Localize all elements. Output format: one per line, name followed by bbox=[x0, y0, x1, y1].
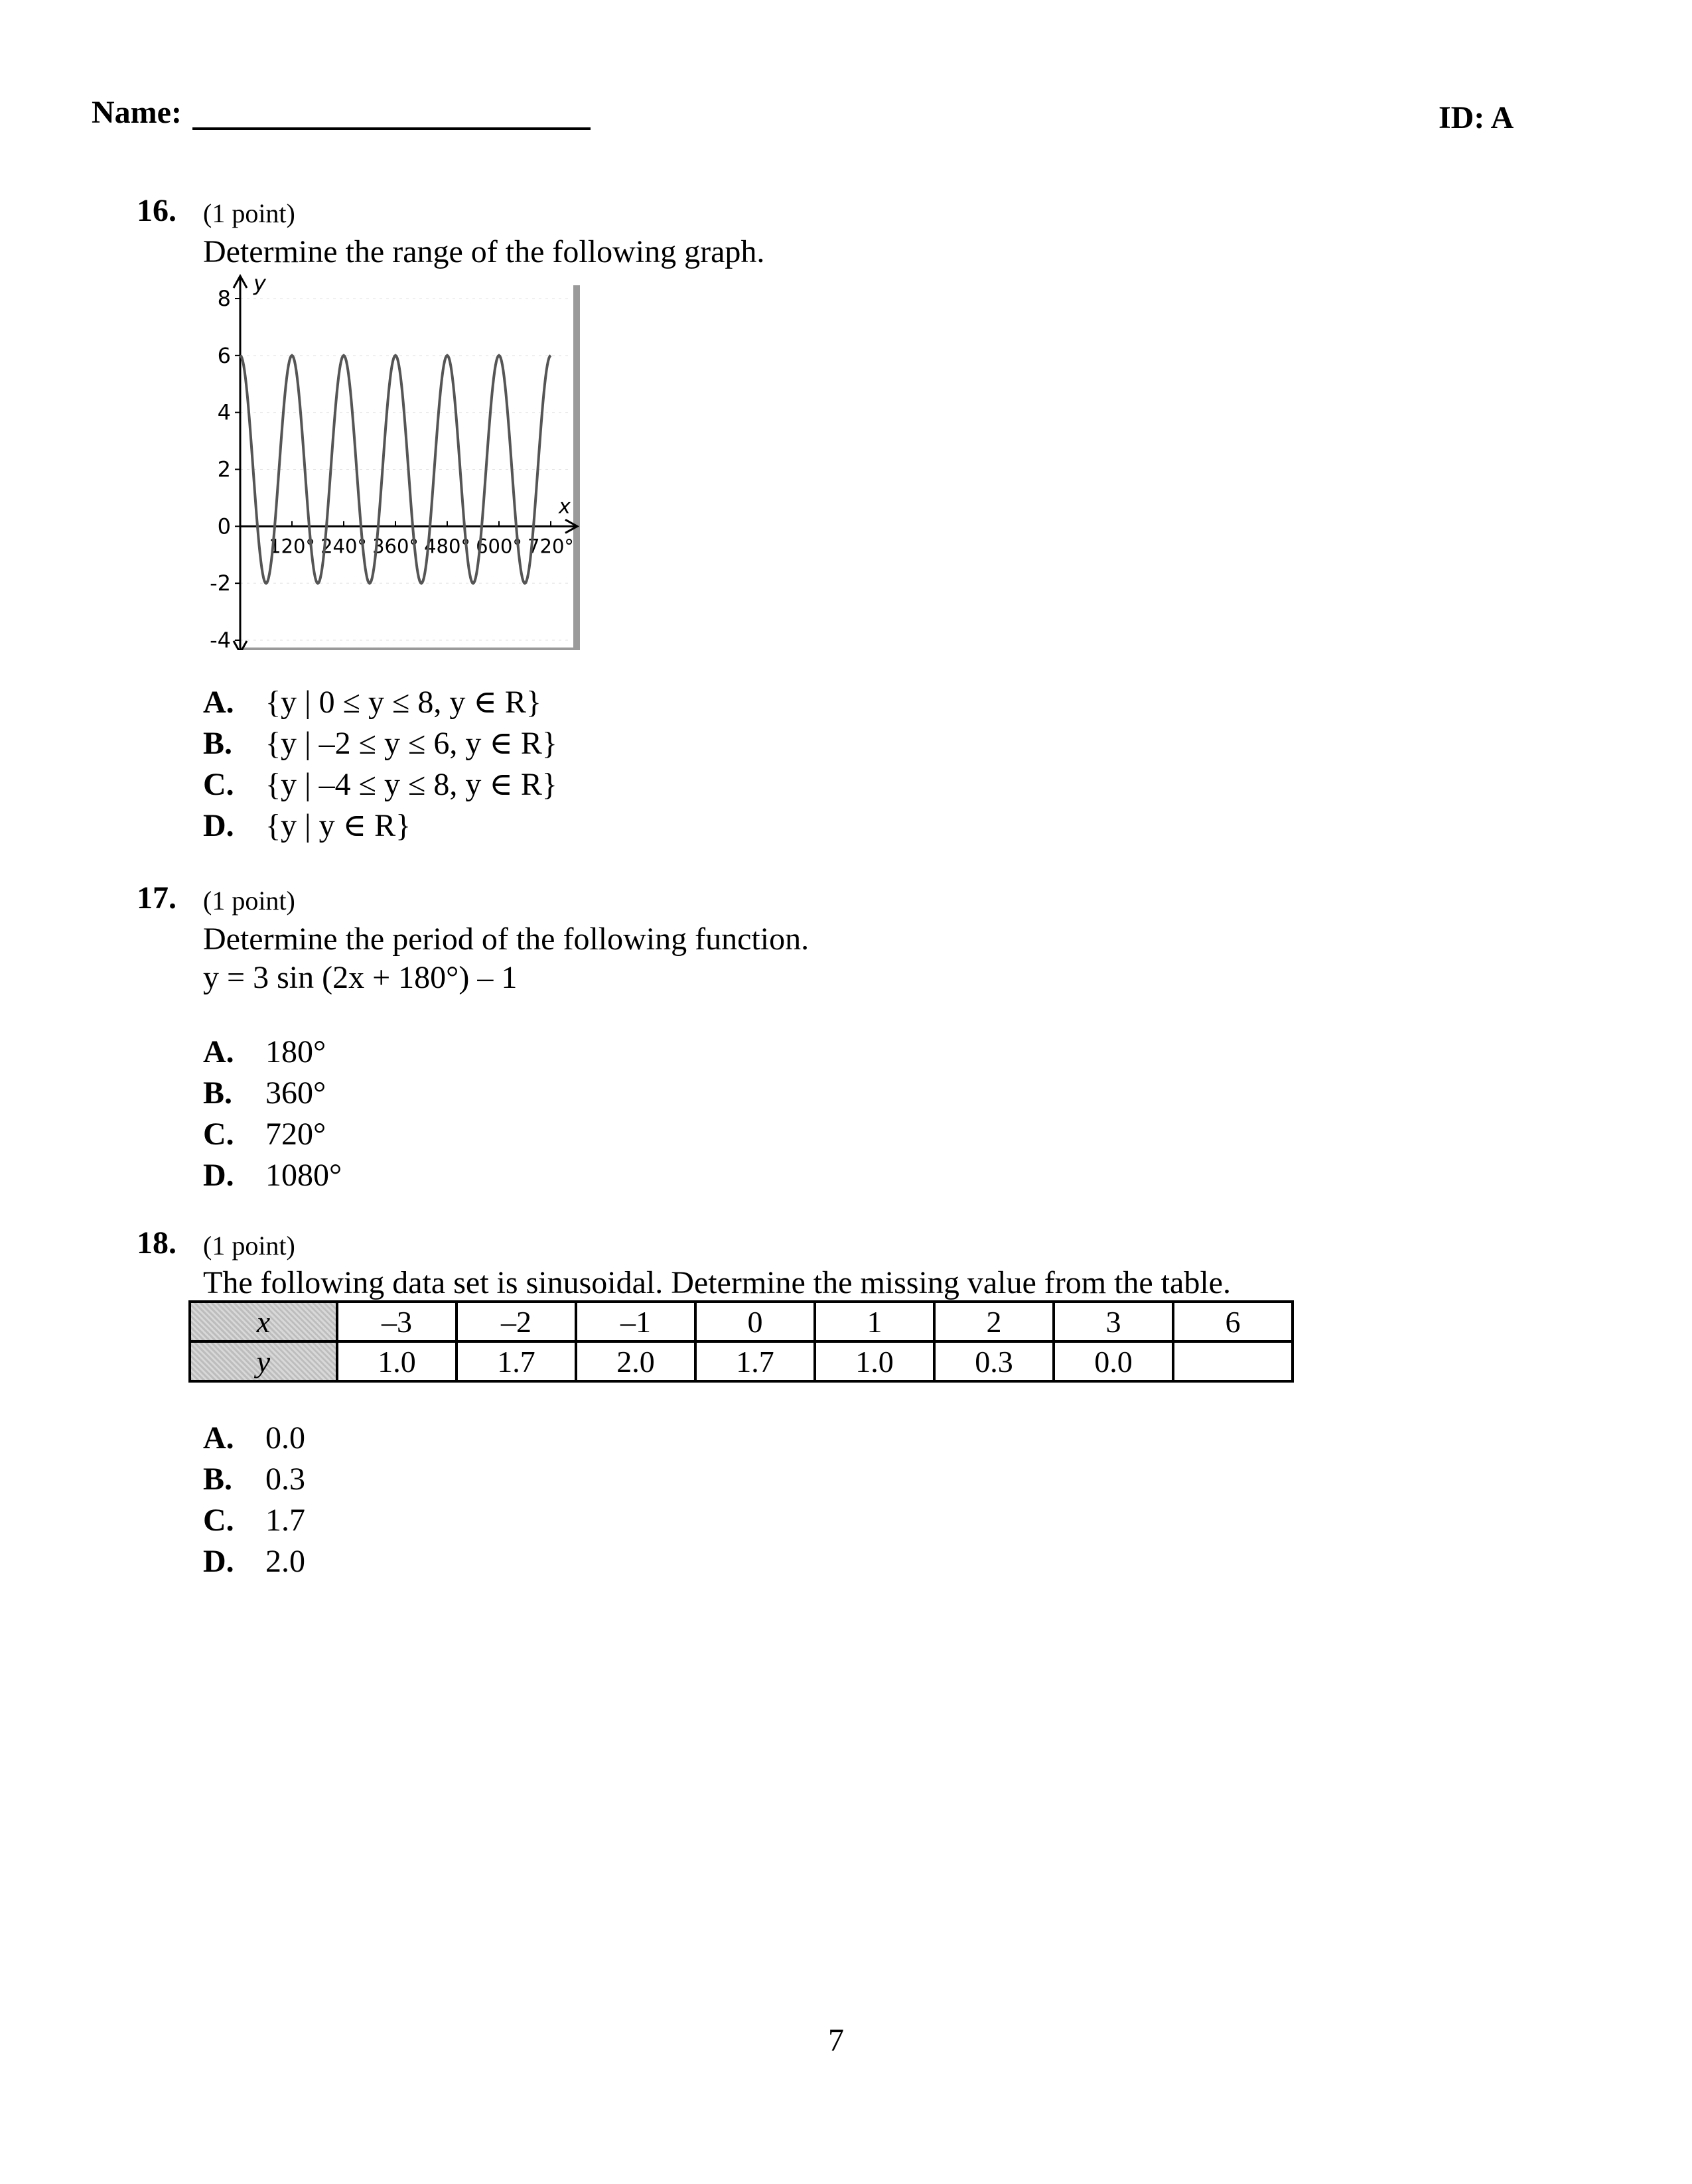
x-tick-label: 720° bbox=[528, 535, 574, 558]
q18-choice-d[interactable]: D. 2.0 bbox=[203, 1544, 305, 1579]
y-tick-label: 0 bbox=[217, 513, 231, 539]
q17-choice-b[interactable]: B. 360° bbox=[203, 1075, 326, 1111]
q17-choice-d[interactable]: D. 1080° bbox=[203, 1158, 342, 1193]
table-cell: 0.0 bbox=[1054, 1341, 1173, 1381]
question-17-number: 17. bbox=[137, 880, 176, 916]
data-table bbox=[188, 1300, 1294, 1383]
name-line[interactable] bbox=[192, 127, 591, 130]
id-label: ID: A bbox=[1439, 100, 1514, 135]
question-16-points: (1 point) bbox=[203, 198, 295, 228]
x-tick-label: 480° bbox=[424, 535, 470, 558]
q18-choice-c[interactable]: C. 1.7 bbox=[203, 1503, 305, 1538]
q17-choice-c[interactable]: C. 720° bbox=[203, 1117, 326, 1152]
graph-bottom-border bbox=[240, 648, 580, 650]
question-17-equation: y = 3 sin (2x + 180°) – 1 bbox=[203, 960, 518, 995]
y-tick-label: -4 bbox=[210, 628, 231, 650]
question-18-prompt: The following data set is sinusoidal. Determine the missing value from the table. bbox=[203, 1265, 1231, 1300]
q17-choice-a[interactable]: A. 180° bbox=[203, 1034, 326, 1069]
table-cell: 1.0 bbox=[815, 1341, 934, 1381]
x-tick-label: 360° bbox=[372, 535, 419, 558]
page-number: 7 bbox=[828, 2023, 844, 2058]
table-cell: 1.7 bbox=[457, 1341, 576, 1381]
table-cell: 2 bbox=[934, 1302, 1054, 1341]
table-cell: –3 bbox=[337, 1302, 457, 1341]
y-tick-label: 8 bbox=[217, 286, 231, 311]
q16-choice-c[interactable]: C. {y | –4 ≤ y ≤ 8, y ∈ R} bbox=[203, 767, 557, 802]
y-tick-label: 6 bbox=[217, 342, 231, 368]
table-cell: 1 bbox=[815, 1302, 934, 1341]
table-cell: –1 bbox=[576, 1302, 695, 1341]
table-cell-missing bbox=[1173, 1341, 1293, 1381]
question-18-points: (1 point) bbox=[203, 1231, 295, 1261]
y-tick-label: 4 bbox=[217, 399, 231, 425]
table-cell: 1.7 bbox=[695, 1341, 815, 1381]
table-cell: 3 bbox=[1054, 1302, 1173, 1341]
y-tick-label: 2 bbox=[217, 456, 231, 482]
table-cell: 0.3 bbox=[934, 1341, 1054, 1381]
table-cell: 0 bbox=[695, 1302, 815, 1341]
q16-choice-b[interactable]: B. {y | –2 ≤ y ≤ 6, y ∈ R} bbox=[203, 726, 557, 761]
table-row-y bbox=[190, 1341, 1293, 1381]
table-cell: 6 bbox=[1173, 1302, 1293, 1341]
question-16-prompt: Determine the range of the following graph. bbox=[203, 234, 765, 269]
table-row-x bbox=[190, 1302, 1293, 1341]
q16-graph bbox=[192, 272, 591, 650]
question-16-number: 16. bbox=[137, 193, 176, 228]
x-tick-label: 600° bbox=[476, 535, 522, 558]
question-17-prompt: Determine the period of the following function. bbox=[203, 921, 810, 957]
q16-choice-d[interactable]: D. {y | y ∈ R} bbox=[203, 808, 411, 843]
table-cell: 2.0 bbox=[576, 1341, 695, 1381]
table-header-y: y bbox=[190, 1341, 337, 1381]
table-cell: 1.0 bbox=[337, 1341, 457, 1381]
y-tick-label: -2 bbox=[210, 571, 231, 596]
x-tick-label: 240° bbox=[320, 535, 367, 558]
x-tick-label: 120° bbox=[269, 535, 315, 558]
question-17-points: (1 point) bbox=[203, 886, 295, 916]
q18-choice-b[interactable]: B. 0.3 bbox=[203, 1462, 305, 1497]
name-label: Name: bbox=[92, 95, 182, 130]
q16-choice-a[interactable]: A. {y | 0 ≤ y ≤ 8, y ∈ R} bbox=[203, 685, 541, 720]
y-tick-group bbox=[210, 286, 240, 650]
q18-choice-a[interactable]: A. 0.0 bbox=[203, 1420, 305, 1456]
question-18-number: 18. bbox=[137, 1225, 176, 1261]
y-axis-label: y bbox=[253, 272, 266, 296]
x-axis-label: x bbox=[559, 495, 571, 519]
graph-right-border bbox=[573, 285, 580, 650]
table-cell: –2 bbox=[457, 1302, 576, 1341]
table-header-x: x bbox=[190, 1302, 337, 1341]
